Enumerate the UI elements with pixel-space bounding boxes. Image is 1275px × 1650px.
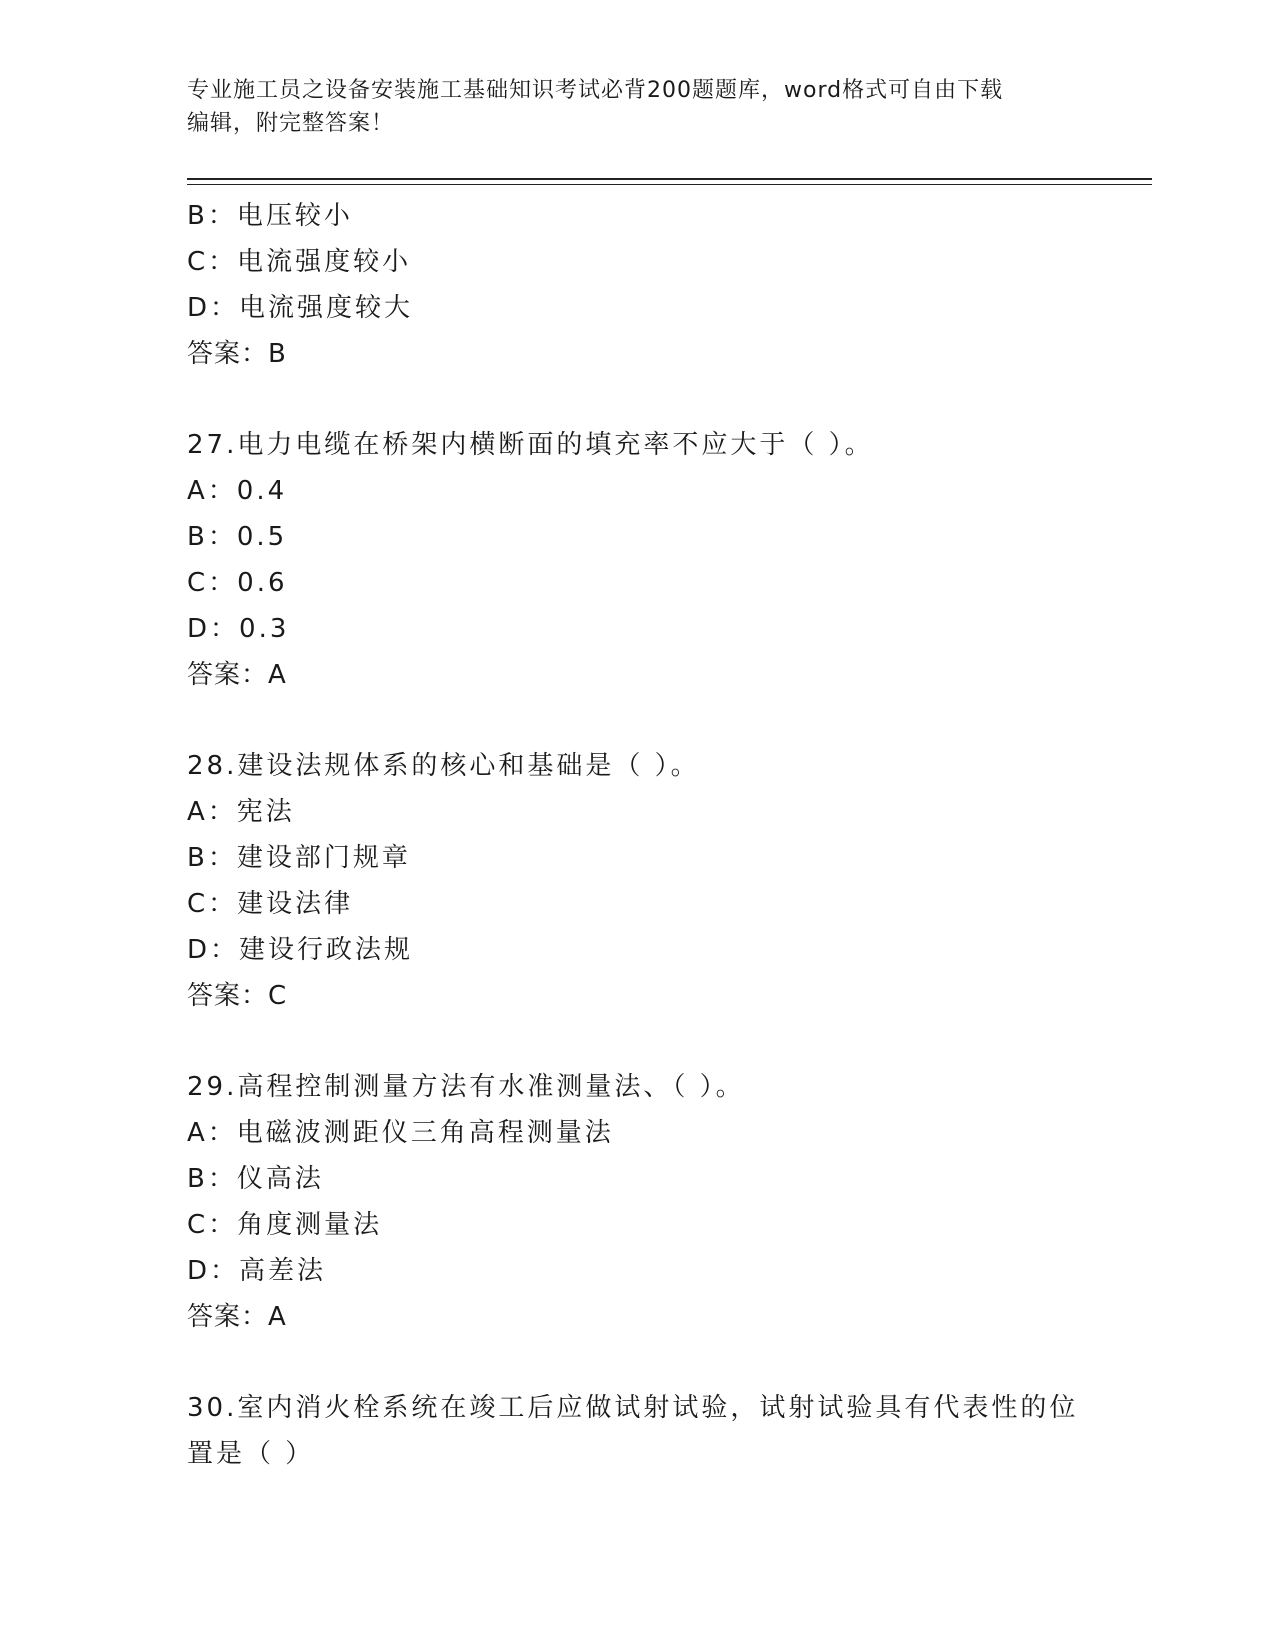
question-text: 28.建设法规体系的核心和基础是（ ）。 xyxy=(187,751,700,781)
question-text-line-2: 置是（ ） xyxy=(187,1439,315,1469)
header-title-line-1: 专业施工员之设备安装施工基础知识考试必背200题题库，word格式可自由下载 xyxy=(187,78,1004,103)
option-b: B：电压较小 xyxy=(187,201,353,231)
answer-line: 答案：A xyxy=(187,660,287,690)
option-a: A：宪法 xyxy=(187,797,295,827)
question-block-29 xyxy=(187,1064,1087,1340)
question-text-line-1: 30.室内消火栓系统在竣工后应做试射试验，试射试验具有代表性的位 xyxy=(187,1393,1079,1423)
question-block-30 xyxy=(187,1385,1087,1477)
option-b: B：建设部门规章 xyxy=(187,843,411,873)
question-text: 29.高程控制测量方法有水准测量法、（ ）。 xyxy=(187,1072,745,1102)
option-a: A：电磁波测距仪三角高程测量法 xyxy=(187,1118,614,1148)
header-divider-thin xyxy=(187,184,1152,185)
answer-line: 答案：A xyxy=(187,1302,287,1332)
question-block-26-continued xyxy=(187,193,1087,377)
header-title-line-2: 编辑，附完整答案！ xyxy=(187,111,395,136)
option-d: D：建设行政法规 xyxy=(187,935,414,965)
question-block-28 xyxy=(187,743,1087,1019)
option-c: C：建设法律 xyxy=(187,889,354,919)
question-block-27 xyxy=(187,422,1087,698)
option-c: C：电流强度较小 xyxy=(187,247,412,277)
document-header xyxy=(187,74,1087,140)
option-b: B：仪高法 xyxy=(187,1164,324,1194)
header-divider-thick xyxy=(187,178,1152,180)
option-a: A：0.4 xyxy=(187,476,288,506)
option-d: D：电流强度较大 xyxy=(187,293,414,323)
option-d: D：0.3 xyxy=(187,614,290,644)
option-c: C：0.6 xyxy=(187,568,288,598)
answer-line: 答案：C xyxy=(187,981,288,1011)
question-text: 27.电力电缆在桥架内横断面的填充率不应大于（ ）。 xyxy=(187,430,874,460)
option-b: B：0.5 xyxy=(187,522,288,552)
question-list xyxy=(187,193,1087,1477)
option-d: D：高差法 xyxy=(187,1256,327,1286)
answer-line: 答案：B xyxy=(187,339,287,369)
option-c: C：角度测量法 xyxy=(187,1210,383,1240)
